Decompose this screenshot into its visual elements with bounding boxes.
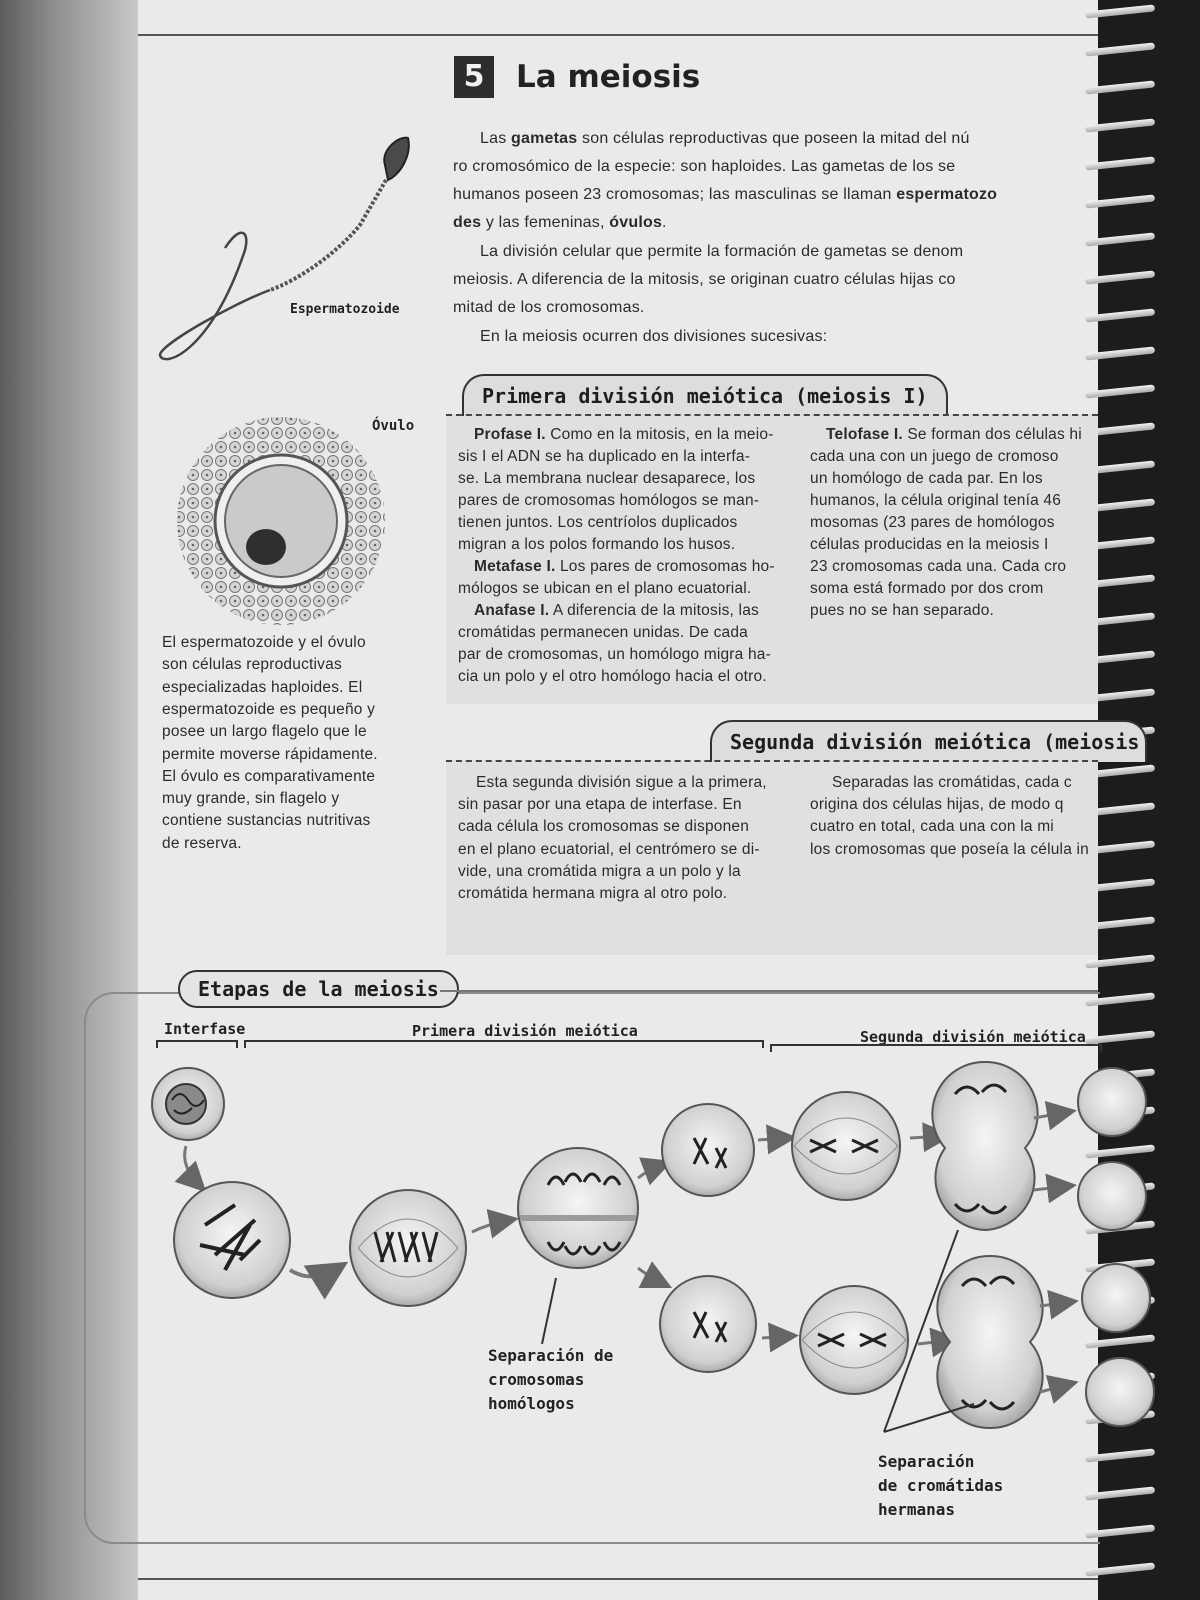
m1c1-line: migran a los polos formando los husos. [458, 536, 736, 553]
anaphase-2-cell-bottom [937, 1256, 1042, 1428]
m2c1-line: en el plano ecuatorial, el centrómero se di- [458, 840, 760, 858]
intro-line-6: meiosis. A diferencia de la mitosis, se originan cuatro células hijas co [453, 271, 956, 288]
intro-line-1: Las gametas son células reproductivas que poseen la mitad del nú [480, 130, 970, 147]
m2c1-line: cromátida hermana migra al otro polo. [458, 885, 728, 902]
m1c2-line: 23 cromosomas cada una. Cada cro [810, 558, 1067, 575]
m1c2-line: un homólogo de cada par. En los [810, 470, 1043, 487]
metaphase-2-cell-top [792, 1092, 900, 1200]
m2c1-line: sin pasar por una etapa de interfase. En [458, 796, 742, 814]
stages-title: Etapas de la meiosis [178, 970, 459, 1008]
sperm-label: Espermatozoide [290, 302, 400, 317]
m1c1-line: pares de cromosomas homólogos se man- [458, 492, 760, 509]
m1c1-line: cromátidas permanecen unidas. De cada [458, 624, 749, 641]
caption-line: son células reproductivas [162, 656, 342, 674]
chromatid-line: de cromátidas [878, 1476, 1004, 1495]
chromatid-line: Separación [878, 1452, 975, 1471]
daughter-cell-top [662, 1104, 754, 1196]
caption-line: muy grande, sin flagelo y [162, 790, 340, 808]
m2c2-line: cuatro en total, cada una con la mi [810, 818, 1054, 836]
caption-line: El óvulo es comparativamente [162, 767, 376, 785]
m2c1-line: vide, una cromátida migra a un polo y la [458, 862, 741, 880]
m2c1-line: cada célula los cromosomas se disponen [458, 818, 750, 836]
intro-line-5: La división celular que permite la formación de gametas se denom [480, 243, 964, 260]
anaphase-1-cell [518, 1148, 638, 1268]
ovum-label: Óvulo [372, 418, 415, 434]
intro-line-4: des y las femeninas, óvulos. [453, 214, 667, 231]
caption-line: espermatozoide es pequeño y [162, 700, 376, 718]
meiosis1-title: Primera división meiótica (meiosis I) [462, 374, 948, 416]
m1c2-line: humanos, la célula original tenía 46 [810, 492, 1062, 509]
metaphase-1-cell [350, 1190, 466, 1306]
meiosis2-title: Segunda división meiótica (meiosis [710, 720, 1147, 762]
homolog-line: cromosomas [488, 1370, 585, 1389]
first-division-label: Primera división meiótica [412, 1022, 638, 1040]
homolog-line: homólogos [488, 1394, 575, 1413]
m1c1-line: cia un polo y el otro homólogo hacia el otro. [458, 668, 767, 685]
caption-line: de reserva. [162, 834, 242, 852]
m1c1-line: par de cromosomas, un homólogo migra ha- [458, 646, 771, 663]
chromatid-line: hermanas [878, 1500, 956, 1519]
m1c2-line: soma está formado por dos crom [810, 580, 1044, 597]
interfase-label: Interfase [164, 1020, 246, 1038]
m1c2-line: cada una con un juego de cromoso [810, 448, 1059, 465]
interphase-cell [152, 1068, 224, 1140]
m1c2-line: Telofase I. Se forman dos células hi [826, 426, 1082, 443]
m1c2-line: pues no se han separado. [810, 602, 995, 619]
caption-line: contiene sustancias nutritivas [162, 812, 371, 830]
intro-line-8: En la meiosis ocurren dos divisiones sucesivas: [480, 328, 828, 345]
m1c2-line: células producidas en la meiosis I [810, 536, 1049, 553]
section-title: La meiosis [516, 59, 701, 95]
m1c2-line: mosomas (23 pares de homólogos [810, 514, 1055, 531]
bottom-rule [138, 1578, 1098, 1580]
m2c1-line: Esta segunda división sigue a la primera, [476, 774, 767, 791]
caption-line: especializadas haploides. El [162, 678, 363, 696]
second-division-label: Segunda división meiótica [860, 1028, 1086, 1046]
intro-line-3: humanos poseen 23 cromosomas; las masculinas se llaman espermatozo [453, 186, 998, 203]
m2c2-line: origina dos células hijas, de modo q [810, 796, 1064, 814]
intro-line-2: ro cromosómico de la especie: son haploides. Las gametas de los se [453, 158, 956, 175]
m1c1-line: mólogos se ubican en el plano ecuatorial. [458, 580, 752, 597]
prophase-1-cell [174, 1182, 290, 1298]
homolog-line: Separación de [488, 1346, 614, 1365]
m1c1-line: Profase I. Como en la mitosis, en la meio- [474, 426, 774, 443]
m1c1-line: Anafase I. A diferencia de la mitosis, las [474, 602, 759, 619]
m1c1-line: se. La membrana nuclear desaparece, los [458, 470, 756, 487]
m1c1-line: tienen juntos. Los centríolos duplicados [458, 514, 738, 531]
caption-line: El espermatozoide y el óvulo [162, 634, 366, 651]
m1c1-line: sis I el ADN se ha duplicado en la interfa- [458, 448, 751, 465]
caption-line: posee un largo flagelo que le [162, 723, 367, 741]
anaphase-2-cell-top [932, 1062, 1037, 1230]
m2c2-line: Separadas las cromátidas, cada c [832, 774, 1072, 791]
section-number: 5 [454, 56, 494, 98]
m1c1-line: Metafase I. Los pares de cromosomas ho- [474, 558, 775, 575]
intro-line-7: mitad de los cromosomas. [453, 299, 645, 316]
caption-line: permite moverse rápidamente. [162, 745, 378, 763]
m2c2-line: los cromosomas que poseía la célula in [810, 840, 1089, 858]
metaphase-2-cell-bottom [800, 1286, 908, 1394]
daughter-cell-bottom [660, 1276, 756, 1372]
gamete-cells [1078, 1068, 1154, 1426]
